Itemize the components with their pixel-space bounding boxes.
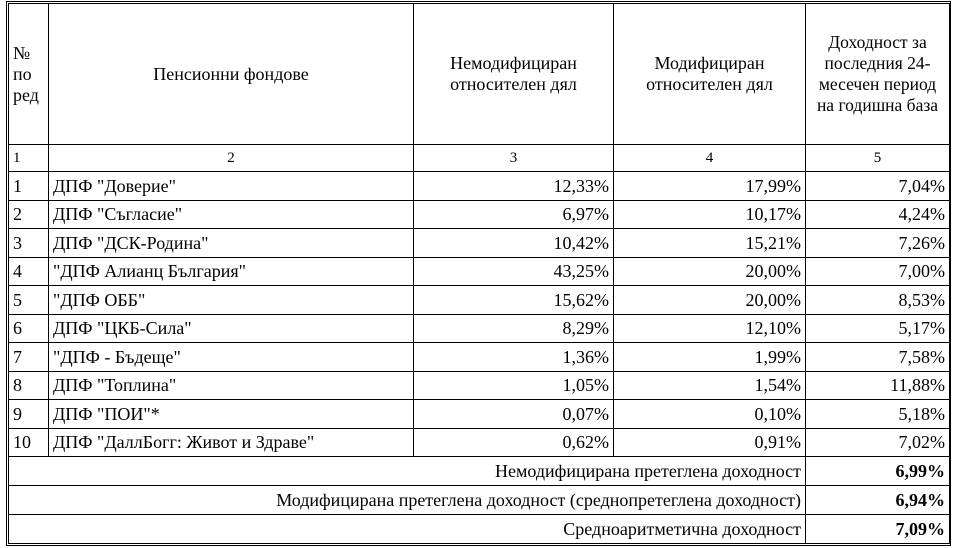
- yield-value: 5,17%: [806, 314, 950, 343]
- yield-value: 7,58%: [806, 343, 950, 372]
- modified-share: 17,99%: [614, 172, 806, 201]
- row-number: 4: [9, 257, 49, 286]
- summary-value: 6,99%: [806, 457, 950, 486]
- unmodified-share: 0,62%: [414, 428, 614, 457]
- summary-row: [9, 457, 950, 486]
- column-number: 5: [806, 145, 950, 172]
- column-number-row: [9, 145, 950, 172]
- table-row: [9, 257, 950, 286]
- unmodified-share: 8,29%: [414, 314, 614, 343]
- summary-value: 6,94%: [806, 486, 950, 515]
- pension-funds-table: [8, 3, 950, 544]
- row-number: 7: [9, 343, 49, 372]
- header-col-unmodified-share: Немодифициран относителен дял: [414, 4, 614, 145]
- column-number: 1: [9, 145, 49, 172]
- modified-share: 20,00%: [614, 257, 806, 286]
- header-col-modified-share: Модифициран относителен дял: [614, 4, 806, 145]
- modified-share: 1,99%: [614, 343, 806, 372]
- fund-name: ДПФ "ДаллБогг: Живот и Здраве": [49, 428, 414, 457]
- modified-share: 12,10%: [614, 314, 806, 343]
- unmodified-share: 1,05%: [414, 371, 614, 400]
- unmodified-share: 6,97%: [414, 200, 614, 229]
- yield-value: 7,00%: [806, 257, 950, 286]
- modified-share: 10,17%: [614, 200, 806, 229]
- table-row: [9, 371, 950, 400]
- column-number: 3: [414, 145, 614, 172]
- row-number: 6: [9, 314, 49, 343]
- header-row: [9, 4, 950, 145]
- unmodified-share: 1,36%: [414, 343, 614, 372]
- row-number: 2: [9, 200, 49, 229]
- yield-value: 7,04%: [806, 172, 950, 201]
- table-row: [9, 314, 950, 343]
- yield-value: 5,18%: [806, 400, 950, 429]
- row-number: 10: [9, 428, 49, 457]
- header-col-yield: Доходност за последния 24-месечен период на годишна база: [806, 4, 950, 145]
- unmodified-share: 15,62%: [414, 286, 614, 315]
- table-row: [9, 286, 950, 315]
- fund-name: ДПФ "ДСК-Родина": [49, 229, 414, 258]
- table-row: [9, 400, 950, 429]
- fund-name: "ДПФ ОББ": [49, 286, 414, 315]
- row-number: 1: [9, 172, 49, 201]
- unmodified-share: 12,33%: [414, 172, 614, 201]
- row-number: 3: [9, 229, 49, 258]
- fund-name: ДПФ "Съгласие": [49, 200, 414, 229]
- yield-value: 7,26%: [806, 229, 950, 258]
- unmodified-share: 43,25%: [414, 257, 614, 286]
- table-row: [9, 343, 950, 372]
- fund-name: ДПФ "Топлина": [49, 371, 414, 400]
- header-col-number: № по ред: [9, 4, 49, 145]
- summary-label: Модифицирана претеглена доходност (среднопретеглена доходност): [9, 486, 806, 515]
- column-number: 4: [614, 145, 806, 172]
- table-row: [9, 428, 950, 457]
- row-number: 8: [9, 371, 49, 400]
- table-row: [9, 172, 950, 201]
- modified-share: 20,00%: [614, 286, 806, 315]
- summary-value: 7,09%: [806, 515, 950, 544]
- summary-row: [9, 515, 950, 544]
- summary-row: [9, 486, 950, 515]
- row-number: 5: [9, 286, 49, 315]
- table-row: [9, 229, 950, 258]
- yield-value: 11,88%: [806, 371, 950, 400]
- modified-share: 15,21%: [614, 229, 806, 258]
- fund-name: "ДПФ Алианц България": [49, 257, 414, 286]
- yield-value: 8,53%: [806, 286, 950, 315]
- summary-label: Средноаритметична доходност: [9, 515, 806, 544]
- row-number: 9: [9, 400, 49, 429]
- fund-name: ДПФ "Доверие": [49, 172, 414, 201]
- unmodified-share: 0,07%: [414, 400, 614, 429]
- fund-name: ДПФ "ЦКБ-Сила": [49, 314, 414, 343]
- modified-share: 0,10%: [614, 400, 806, 429]
- summary-label: Немодифицирана претеглена доходност: [9, 457, 806, 486]
- column-number: 2: [49, 145, 414, 172]
- yield-value: 4,24%: [806, 200, 950, 229]
- fund-name: "ДПФ - Бъдеще": [49, 343, 414, 372]
- modified-share: 1,54%: [614, 371, 806, 400]
- header-col-funds: Пенсионни фондове: [49, 4, 414, 145]
- unmodified-share: 10,42%: [414, 229, 614, 258]
- table-row: [9, 200, 950, 229]
- yield-value: 7,02%: [806, 428, 950, 457]
- fund-name: ДПФ "ПОИ"*: [49, 400, 414, 429]
- modified-share: 0,91%: [614, 428, 806, 457]
